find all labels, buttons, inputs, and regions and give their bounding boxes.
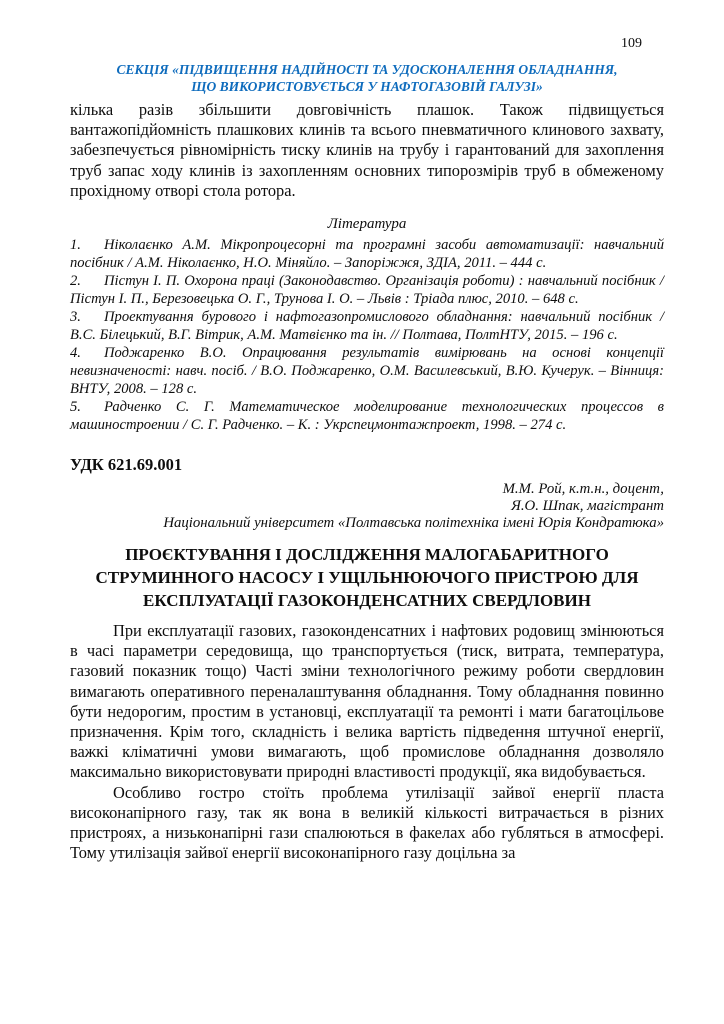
article-paragraph: При експлуатації газових, газоконденсатних і нафтових родовищ змінюються в часі параметри середовища, що транспортується (тиск, витрата, температура, газовий показник тощо) Часті зміни технологічного режиму роботи свердловин вимагають оперативного переналаштування обладнання. Тому обладнання повинно бути недорогим, простим в установці, експлуатації та ремонті і мати багатоцільове призначення. Крім того, складність і велика вартість підведення штучної енергії, важкі кліматичні умови вимагають, щоб промислове обладнання дозволяло максимально використовувати природні властивості продукції, яка видобувається. (70, 621, 664, 782)
page-number: 109 (621, 36, 642, 51)
literature-item-text: Проектування бурового і нафтогазопромислового обладнання: навчальний посібник / В.С. Білецький, В.Г. Вітрик, А.М. Матвієнко та ін. // Полтава, ПолтНТУ, 2015. – 196 с. (70, 309, 664, 344)
literature-heading: Література (327, 216, 407, 233)
literature-item (70, 236, 664, 272)
affiliation-line: Національний університет «Полтавська політехніка імені Юрія Кондратюка» (163, 515, 664, 532)
author-line: М.М. Рой, к.т.н., доцент, (502, 481, 664, 498)
article-body (70, 621, 664, 863)
article-paragraph: Особливо гостро стоїть проблема утилізації зайвої енергії пласта високонапірного газу, так як вона в великій кількості витрачається в різних пристроях, а низьконапірні гази спалюються в факелах або губляться в атмосфері. Тому утилізація зайвої енергії високонапірного газу доцільна за (70, 782, 664, 863)
literature-item (70, 308, 664, 344)
literature-item-number: 3. (70, 309, 81, 326)
literature-item-number: 2. (70, 273, 81, 290)
authors-block (70, 481, 664, 532)
udc-code: УДК 621.69.001 (70, 455, 183, 475)
literature-item-number: 4. (70, 345, 81, 362)
literature-item-text: Радченко С. Г. Математическое моделирование технологических процессов в машиностроении / С. Г. Радченко. – К. : Укрспецмонтажпроект, 1998. – 274 с. (70, 399, 664, 434)
literature-item-text: Поджаренко В.О. Опрацювання результатів вимірювань на основі концепції невизначеності: навч. посіб. / В.О. Поджаренко, О.М. Василевський, В.Ю. Кучерук. – Вінниця: ВНТУ, 2008. – 128 с. (70, 345, 664, 398)
literature-item-text: Ніколаєнко А.М. Мікропроцесорні та програмні засоби автоматизації: навчальний посібник / А.М. Ніколаєнко, Н.О. Міняйло. – Запоріжжя, ЗДІА, 2011. – 444 с. (70, 237, 664, 272)
literature-item (70, 344, 664, 398)
section-header (70, 61, 664, 95)
literature-item (70, 272, 664, 308)
literature-item-number: 1. (70, 237, 81, 254)
literature-list (70, 236, 664, 434)
literature-item-number: 5. (70, 399, 81, 416)
intro-paragraph: кілька разів збільшити довговічність плашок. Також підвищується вантажопідйомність плашкових клинів та всього пневматичного клинового захвату, забезпечується рівномірність тиску клинів на трубу і гарантований для захоплення труб запас ходу клинів із захопленням основних типорозмірів труб в обмеженому прохідному отворі стола ротора. (70, 100, 664, 200)
literature-item-text: Пістун І. П. Охорона праці (Законодавство. Організація роботи) : навчальний посібник / Пістун І. П., Березовецька О. Г., Трунова І. О. – Львів : Тріада плюс, 2010. – 648 с. (70, 273, 664, 308)
section-header-line2: ЩО ВИКОРИСТОВУЄТЬСЯ У НАФТОГАЗОВІЙ ГАЛУЗІ» (191, 79, 543, 94)
section-header-line1: СЕКЦІЯ «ПІДВИЩЕННЯ НАДІЙНОСТІ ТА УДОСКОНАЛЕННЯ ОБЛАДНАННЯ, (116, 62, 618, 77)
literature-item (70, 398, 664, 434)
article-title: ПРОЄКТУВАННЯ І ДОСЛІДЖЕННЯ МАЛОГАБАРИТНОГО СТРУМИННОГО НАСОСУ І УЩІЛЬНЮЮЧОГО ПРИСТРОЮ ДЛЯ ЕКСПЛУАТАЦІЇ ГАЗОКОНДЕНСАТНИХ СВЕРДЛОВИН (95, 545, 639, 611)
author-line: Я.О. Шпак, магістрант (511, 498, 664, 515)
